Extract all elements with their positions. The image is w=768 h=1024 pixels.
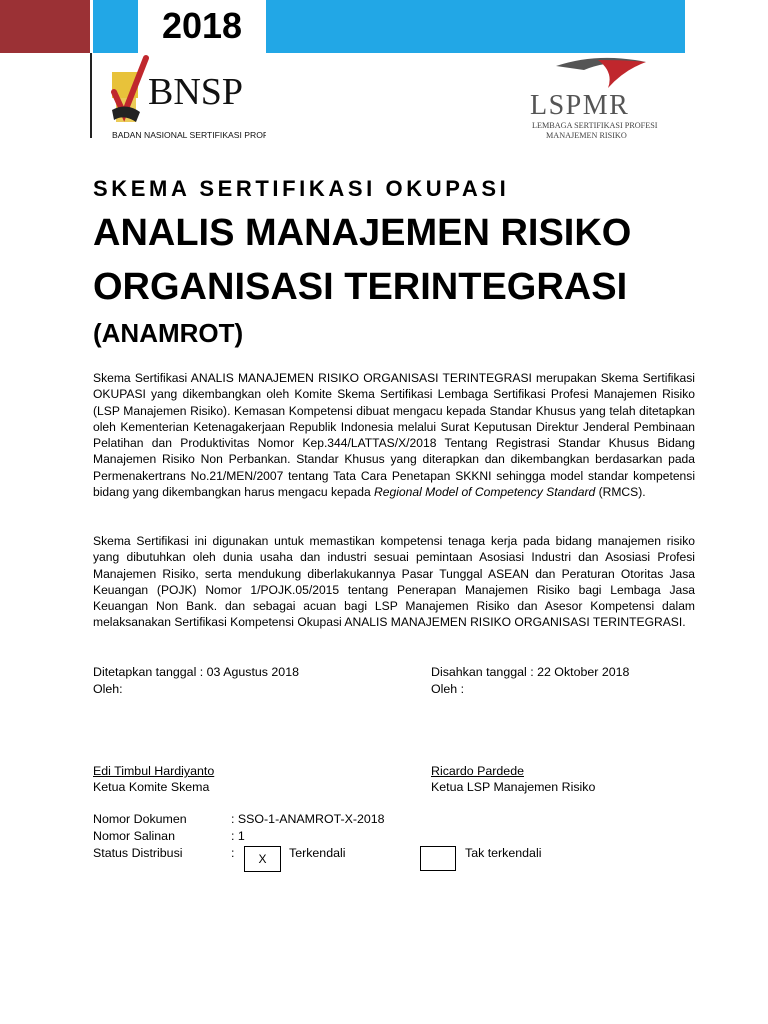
lspmr-logo-name: LSPMR [530, 90, 630, 121]
paragraph-1-text: Skema Sertifikasi ANALIS MANAJEMEN RISIKO ORGANISASI TERINTEGRASI merupakan Skema Sertifikasi OKUPASI yang dikembangkan oleh Komite Skema Sertifikasi Lembaga Sertifikasi Profesi Manajemen Risiko (LSP Manajemen Risiko). Kemasan Kompetensi dibuat mengacu kepada Standar Khusus yang telah ditetapkan oleh Kementerian Ketenagakerjaan Republik Indonesia melalui Surat Keputusan Direktur Jenderal Pembinaan Pelatihan dan Produktivitas Nomor Kep.344/LATTAS/X/2018 Tentang Registrasi Standar Khusus Bidang Manajemen Risiko Non Perbankan. Standar Khusus yang diterapkan dan dikembangkan berdasarkan pada Permenakertrans No.21/MEN/2007 tentang Tata Cara Penetapan SKKNI sehingga model standar kompetensi bidang yang dikembangkan harus mengacu kepada [93, 371, 695, 500]
controlled-label: Terkendali [289, 846, 346, 860]
paragraph-1-end: (RMCS). [595, 485, 646, 500]
lspmr-logo-subtitle-2: MANAJEMEN RISIKO [546, 131, 627, 140]
copy-number-value: : 1 [231, 829, 245, 843]
uncontrolled-label: Tak terkendali [465, 846, 542, 860]
right-date: Disahkan tanggal : 22 Oktober 2018 [431, 665, 630, 679]
right-signer-name: Ricardo Pardede [431, 764, 524, 778]
distribution-status-colon: : [231, 846, 235, 860]
title-line-2: ORGANISASI TERINTEGRASI [93, 266, 628, 308]
header-vertical-rule [90, 53, 92, 138]
title-line-1: ANALIS MANAJEMEN RISIKO [93, 212, 632, 254]
right-by: Oleh : [431, 682, 465, 696]
left-signer-role: Ketua Komite Skema [93, 780, 210, 794]
doc-number-value: : SSO-1-ANAMROT-X-2018 [231, 812, 385, 826]
left-by: Oleh: [93, 682, 123, 696]
header-red-block [0, 0, 90, 53]
copy-number-label: Nomor Salinan [93, 829, 175, 843]
left-signer-name: Edi Timbul Hardiyanto [93, 764, 215, 778]
uncontrolled-checkbox[interactable] [420, 846, 456, 871]
lspmr-logo-subtitle-1: LEMBAGA SERTIFIKASI PROFESI [532, 121, 658, 130]
bnsp-logo-name: BNSP [148, 71, 244, 113]
doc-number-label: Nomor Dokumen [93, 812, 187, 826]
header-year: 2018 [161, 5, 243, 46]
distribution-status-label: Status Distribusi [93, 846, 183, 860]
controlled-checkbox[interactable] [244, 846, 281, 872]
bnsp-emblem-icon [106, 52, 266, 144]
lspmr-logo [528, 54, 672, 142]
paragraph-2: Skema Sertifikasi ini digunakan untuk memastikan kompetensi tenaga kerja pada bidang manajemen risiko yang dibutuhkan oleh dunia usaha dan industri sesuai pemintaan Asosiasi Industri dan Asosiasi Profesi Manajemen Risiko, serta mendukung diberlakukannya Pasar Tunggal ASEAN dan Peraturan Otoritas Jasa Keuangan (POJK) Nomor 1/POJK.05/2015 tentang Penerapan Manajemen Risiko bagi Lembaga Jasa Keuangan Non Bank. dan sebagai acuan bagi LSP Manajemen Risiko dan Asesor Kompetensi dalam melaksanakan Sertifikasi Kompetensi Okupasi ANALIS MANAJEMEN RISIKO ORGANISASI TERINTEGRASI. [93, 534, 695, 630]
paragraph-1-italic: Regional Model of Competency Standard [374, 485, 596, 500]
right-signer-role: Ketua LSP Manajemen Risiko [431, 780, 596, 794]
left-date: Ditetapkan tanggal : 03 Agustus 2018 [93, 665, 299, 679]
bnsp-logo-subtitle: BADAN NASIONAL SERTIFIKASI PROFESI [112, 130, 266, 140]
lspmr-emblem-icon [528, 54, 672, 142]
controlled-check-mark: X [258, 852, 267, 866]
title-line-3: (ANAMROT) [93, 318, 244, 348]
paragraph-1 [93, 370, 695, 500]
scheme-label: SKEMA SERTIFIKASI OKUPASI [93, 176, 510, 201]
bnsp-logo [106, 52, 266, 144]
